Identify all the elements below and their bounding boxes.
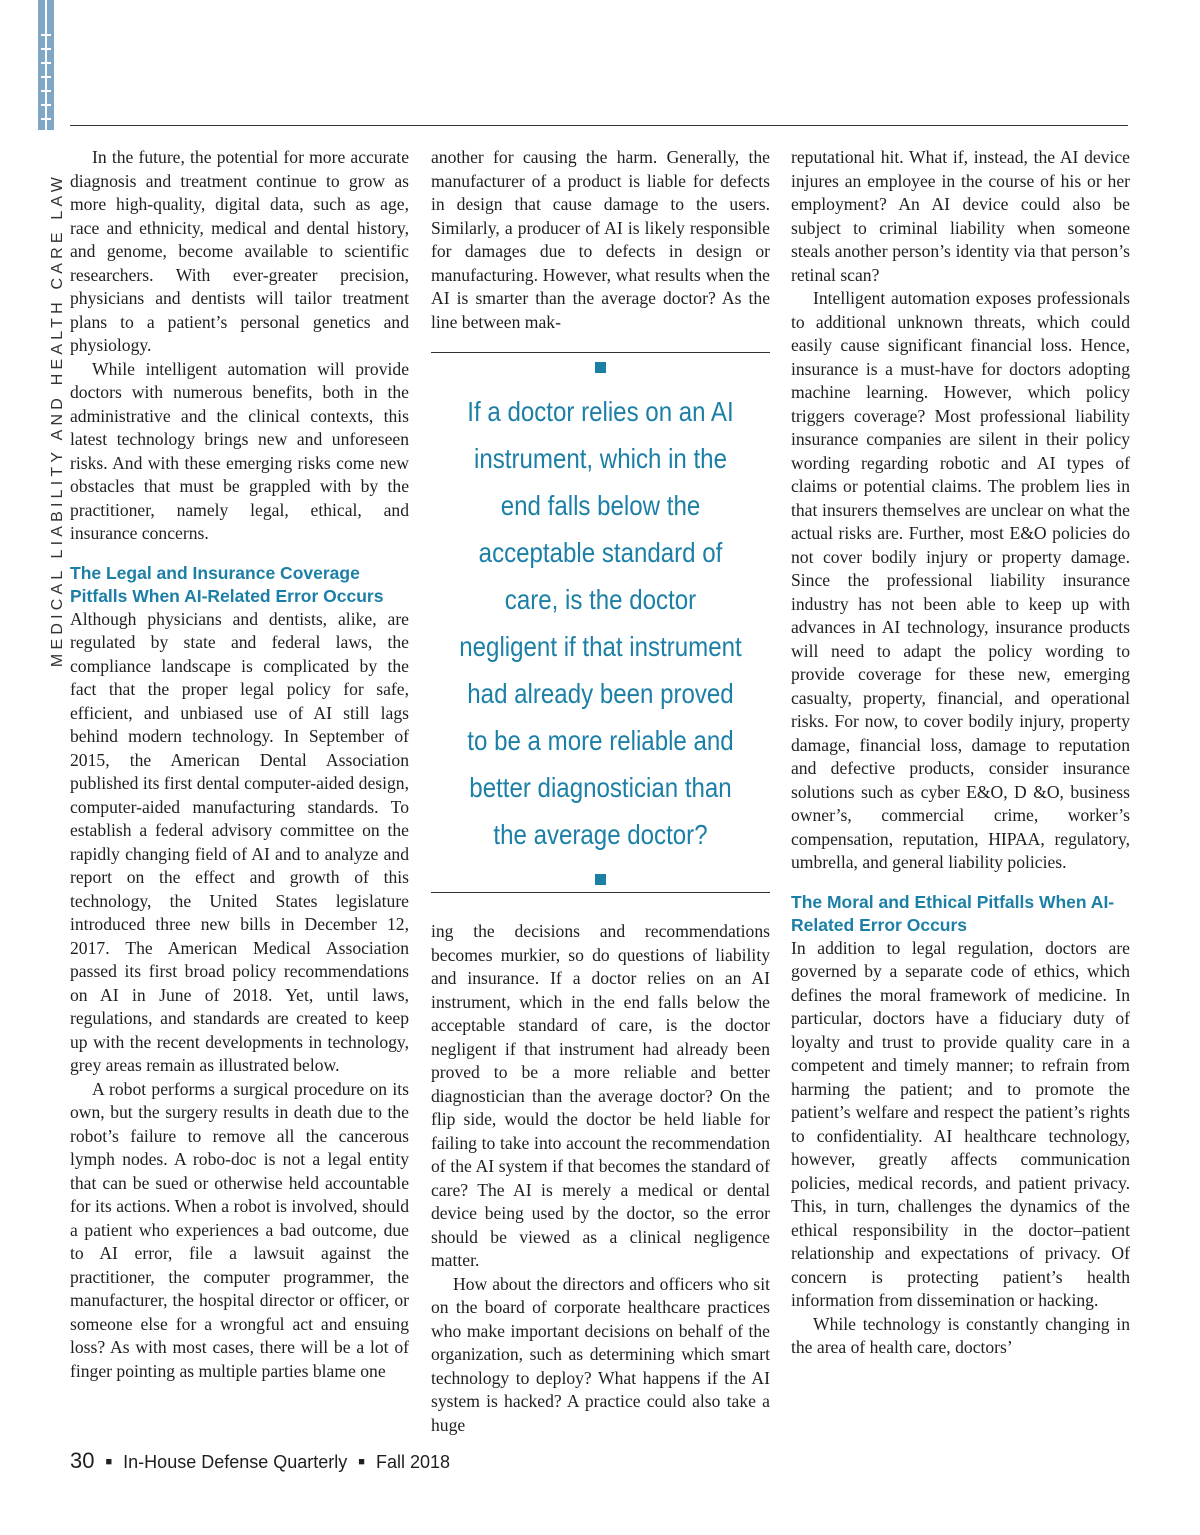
column-2-top — [431, 146, 770, 334]
paragraph: Although physicians and dentists, alike, are regulated by state and federal laws, the compliance landscape is complicated by the fact that the proper legal policy for safe, efficient, and unbiased use of AI still lags behind modern technology. In September of 2015, the American Dental Association published its first dental computer-aided design, computer-aided manufacturing standards. To establish a federal advisory committee on the rapidly changing field of AI and to analyze and report on the effect and growth of this technology, the United States legislature introduced three new bills in December 12, 2017. The American Medical Association passed its first broad policy recommendations on AI in June of 2018. Yet, until laws, regulations, and standards are created to keep up with the recent developments in technology, grey areas remain as illustrated below. — [70, 608, 409, 1075]
column-1 — [70, 146, 409, 1383]
square-bullet-icon: ■ — [358, 1456, 365, 1468]
square-bullet-icon — [595, 874, 606, 885]
square-bullet-icon — [595, 362, 606, 373]
paragraph: In addition to legal regulation, doctors are governed by a separate code of ethics, which defines the moral framework of medicine. In particular, doctors have a fiduciary duty of loyalty and trust to provide quality care in a competent and timely manner; to refrain from harming the patient; and to promote the patient’s welfare and respect the patient’s rights to confidentiality. AI healthcare technology, however, greatly affects communication policies, medical records, and patient privacy. This, in turn, challenges the dynamics of the ethical responsibility in the doctor–patient relationship and expectations of privacy. Of concern is protecting patient’s health information from dissemination or hacking. — [791, 937, 1130, 1310]
pull-quote-bottom-rule — [431, 892, 770, 893]
paragraph: A robot performs a surgical procedure on its own, but the surgery results in death due to the robot’s failure to remove all the cancerous lymph nodes. A robo-doc is not a legal entity that can be sued or otherwise held accountable for its actions. When a robot is involved, should a patient who experiences a bad outcome, due to AI error, file a lawsuit against the practitioner, the computer programmer, the manufacturer, the hospital director or officer, or someone else for a wrongful act and ensuing loss? As with most cases, there will be a lot of finger pointing as multiple parties blame one — [70, 1078, 409, 1381]
paragraph: reputational hit. What if, instead, the AI device injures an employee in the course of his or her employment? An AI device could also be subject to criminal liability when someone steals another person’s identity via that person’s retinal scan? — [791, 147, 1130, 285]
paragraph: In the future, the potential for more accurate diagnosis and treatment continue to grow as more high-quality, digital data, such as age, race and ethnicity, medical and dental history, and genome, become available to scientific researchers. With ever-greater precision, physicians and dentists will tailor treatment plans to a patient’s personal genetics and physiology. — [70, 147, 409, 355]
paragraph: How about the directors and officers who sit on the board of corporate healthcare practices who make important decisions on behalf of the organization, such as determining which smart technology to deploy? What happens if the AI system is hacked? A practice could also take a huge — [431, 1273, 770, 1435]
section-heading: The Moral and Ethical Pitfalls When AI-Related Error Occurs — [791, 891, 1115, 935]
paragraph: ing the decisions and recommendations becomes murkier, so do questions of liability and insurance. If a doctor relies on an AI instrument, which in the end falls below the acceptable standard of care, is the doctor negligent if that instrument had already been proved to be a more reliable and better diagnostician than the average doctor? On the flip side, would the doctor be held liable for failing to take into account the recommendation of the AI system if that becomes the standard of care? The AI is merely a medical or dental device being used by the doctor, so the error should be viewed as a clinical negligence matter. — [431, 921, 770, 1270]
page-footer — [70, 1448, 450, 1474]
paragraph: While intelligent automation will provide doctors with numerous benefits, both in the administrative and the clinical contexts, this latest technology brings new and unforeseen risks. And with these emerging risks come new obstacles that must be grappled with by the practitioner, namely legal, ethical, and insurance concerns. — [70, 358, 409, 543]
column-2-bottom — [431, 920, 770, 1437]
column-3 — [791, 146, 1130, 1360]
side-decoration-bar — [38, 0, 54, 130]
paragraph: While technology is constantly changing in the area of health care, doctors’ — [791, 1313, 1130, 1357]
issue-date: Fall 2018 — [375, 1452, 451, 1472]
paragraph: another for causing the harm. Generally, the manufacturer of a product is liable for defects in design that cause damage to the users. Similarly, a producer of AI is likely responsible for damages due to defects in design or manufacturing. However, what results when the AI is smarter than the average doctor? As the line between mak- — [431, 147, 770, 332]
square-bullet-icon: ■ — [105, 1456, 113, 1468]
section-heading: The Legal and Insurance Coverage Pitfalls When AI-Related Error Occurs — [70, 562, 384, 606]
header-rule — [70, 125, 1128, 126]
paragraph: Intelligent automation exposes professionals to additional unknown threats, which could easily cause significant financial loss. Hence, insurance is a must-have for doctors adopting machine learning. However, which policy triggers coverage? Most professional liability insurance companies are silent in their policy wording regarding robotic and AI types of claims or potential claims. The problem lies in that insurers themselves are unclear on what the actual risks are. Further, most E&O policies do not cover bodily injury or property damage. Since the professional liability insurance industry has not been able to keep up with advances in AI technology, insurance products will need to adapt the policy wording to provide coverage for these new, emerging casualty, property, financial, and operational risks. For now, to cover bodily injury, property damage, financial loss, damage to reputation and defective products, consider insurance solutions such as cyber E&O, D &O, business owner’s, commercial crime, worker’s compensation, reputation, HIPAA, regulatory, umbrella, and general liability policies. — [791, 288, 1130, 872]
section-label: MEDICAL LIABILITY AND HEALTH CARE LAW — [49, 172, 66, 668]
pull-quote — [431, 352, 770, 892]
publication-name: In-House Defense Quarterly — [123, 1452, 348, 1472]
pull-quote-text: If a doctor relies on an AI instrument, which in the end falls below the acceptable standard of care, is the doctor negligent if that instrument had already been proved to be a more reliable and better diagnostician than the average doctor? — [459, 396, 742, 850]
page-number: 30 — [70, 1448, 95, 1473]
pull-quote-top-rule — [431, 352, 770, 353]
